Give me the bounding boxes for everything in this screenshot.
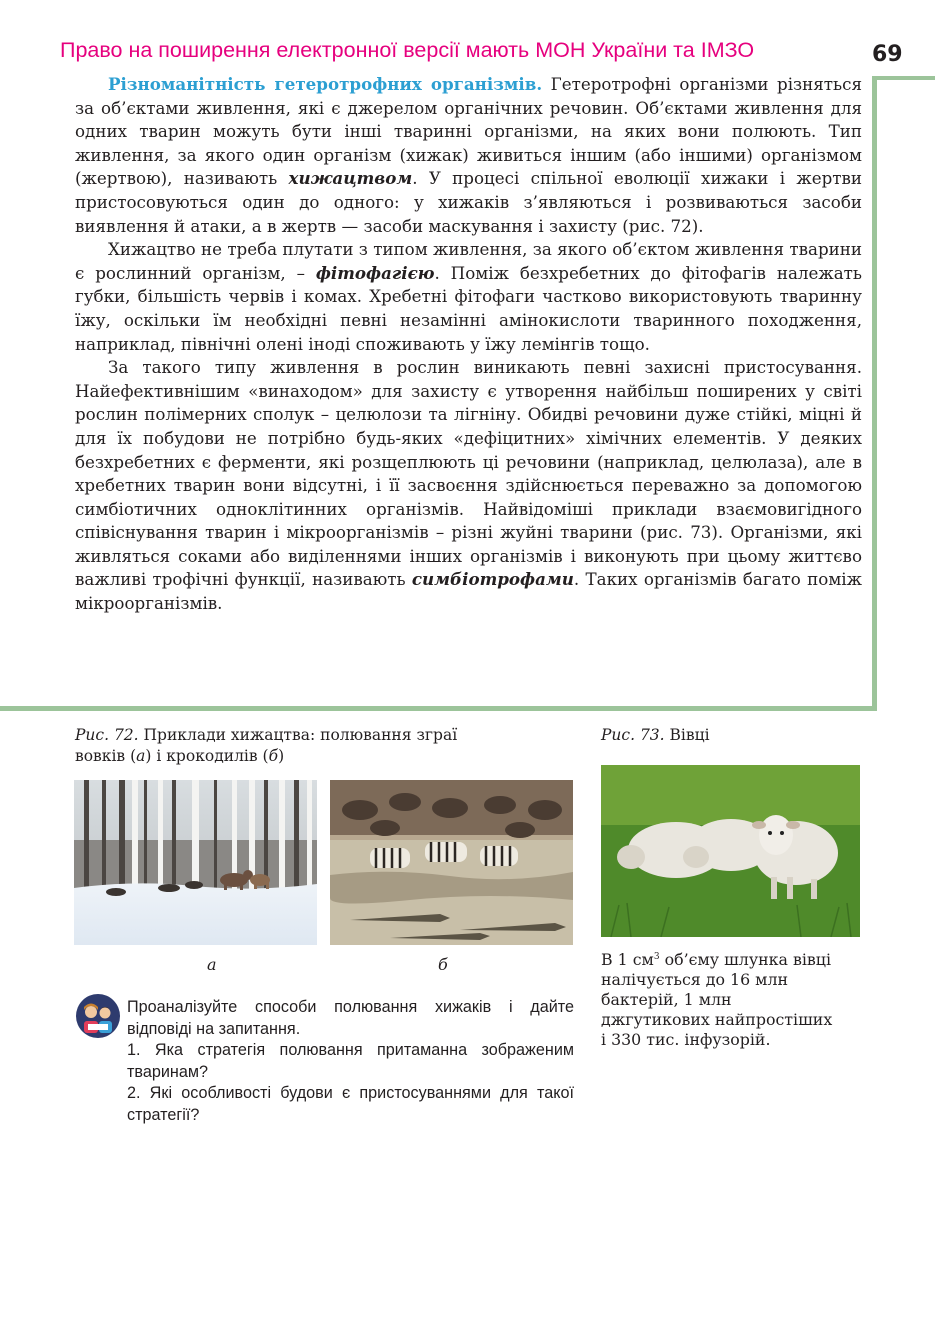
paragraph-text: Гетеротрофні організми різняться за об’єктами живлення, які є джерелом органічних речовин. Об’єктами живлення для одних тварин можуть бути інші тваринні організми, на яких вони полюють. Тип живлення, за якого один організм (хижак) живиться іншим (або іншими) організмом (жертвою), називають — [75, 74, 862, 189]
paragraph-text: Хижацтво не треба плутати з типом живлення, за якого об’єктом живлення тварини є рослинний організм, – — [75, 239, 862, 283]
section-heading: Різноманітність гетеротрофних організмів. — [108, 74, 543, 94]
figure-72-number: Рис. 72. — [75, 726, 139, 744]
fact-superscript: 3 — [653, 952, 660, 962]
frame-bottom-border — [0, 706, 877, 711]
figure-label-a: а — [207, 955, 217, 974]
caption-text: ) — [278, 747, 285, 765]
paragraph-text: За такого типу живлення в рослин виникають певні захисні пристосування. Найефективнішим «винаходом» для захисту є утворення найбільш поширених у світі рослин полімерних сполук – целюлози та лігніну. Обидві речовини дуже стійкі, міцні й для їх побудови не потрібно будь-яких «дефіцитних» хімічних елементів. У деяких безхребетних є ферменти, які розщеплюють ці речовини (наприклад, целюлаза), але в хребетних тварин вони відсутні, і її засвоєння здійснюється переважно за допомогою симбіотичних одноклітинних організмів. Найвідоміші приклади взаємовигідного співіснування тварин і мікроорганізмів – різні жуйні тварини (рис. 73). Організми, які живляться соками або виділеннями інших організмів і виконують при цьому життєво важливі трофічні функції, називають — [75, 357, 862, 590]
term-phytophagy: фітофагією — [315, 262, 435, 283]
paragraph-text: . Поміж безхребетних до фітофагів належать губки, більшість червів і комах. Хребетні фітофаги частково використовують тваринну їжу, оскільки їм необхідні певні незамінні амінокислоти тваринного походження, наприклад, північні олені іноді споживають у їжу лемінгів тощо. — [75, 262, 862, 354]
discussion-icon — [76, 994, 120, 1038]
task-block — [127, 997, 574, 1126]
figure-label-b: б — [438, 955, 448, 974]
rights-notice: Право на поширення електронної версії мають МОН України та ІМЗО — [60, 38, 755, 62]
figure-72-caption — [75, 725, 475, 767]
fact-text: об’єму шлунка вівці налічується до 16 млн бактерій, 1 млн джгутикових найпростіших і 330 тис. інфузорій. — [601, 950, 833, 1049]
caption-letter-b: б — [268, 747, 279, 765]
paragraph-2 — [75, 238, 862, 356]
figure-73-caption — [601, 725, 841, 746]
task-question-1: 1. Яка стратегія полювання притаманна зображеним тваринам? — [127, 1041, 574, 1081]
paragraph-3 — [75, 356, 862, 616]
paragraph-1 — [75, 73, 862, 238]
crocodiles-photo — [330, 780, 573, 945]
main-text — [75, 73, 862, 616]
term-symbiotrophs: симбіотрофами — [411, 569, 574, 590]
page-number: 69 — [872, 42, 903, 67]
task-intro: Проаналізуйте способи полювання хижаків і дайте відповіді на запитання. — [127, 998, 574, 1038]
fact-note — [601, 947, 841, 1050]
paragraph-text: . Таких організмів багато поміж мікроорганізмів. — [75, 569, 862, 614]
caption-text: ) і крокодилів ( — [145, 747, 269, 765]
caption-text: Вівці — [664, 726, 710, 744]
wolves-photo — [74, 780, 317, 945]
frame-right-border — [872, 76, 877, 711]
paragraph-text: . У процесі спільної еволюції хижаки і жертви пристосовуються один до одного: у хижаків з’являються і розвиваються засоби виявлення й атаки, а в жертв — засоби маскування і захисту (рис. 72). — [75, 168, 862, 236]
figure-73-number: Рис. 73. — [601, 726, 665, 744]
caption-text: Приклади хижацтва: полювання зграї вовків ( — [75, 726, 458, 765]
caption-letter-a: а — [136, 747, 146, 765]
frame-top-border — [872, 76, 935, 80]
sheep-photo — [601, 765, 860, 937]
task-question-2: 2. Які особливості будови є пристосуваннями для такої стратегії? — [127, 1084, 574, 1124]
term-predation: хижацтвом — [288, 168, 413, 189]
fact-text: В 1 см — [601, 950, 654, 969]
